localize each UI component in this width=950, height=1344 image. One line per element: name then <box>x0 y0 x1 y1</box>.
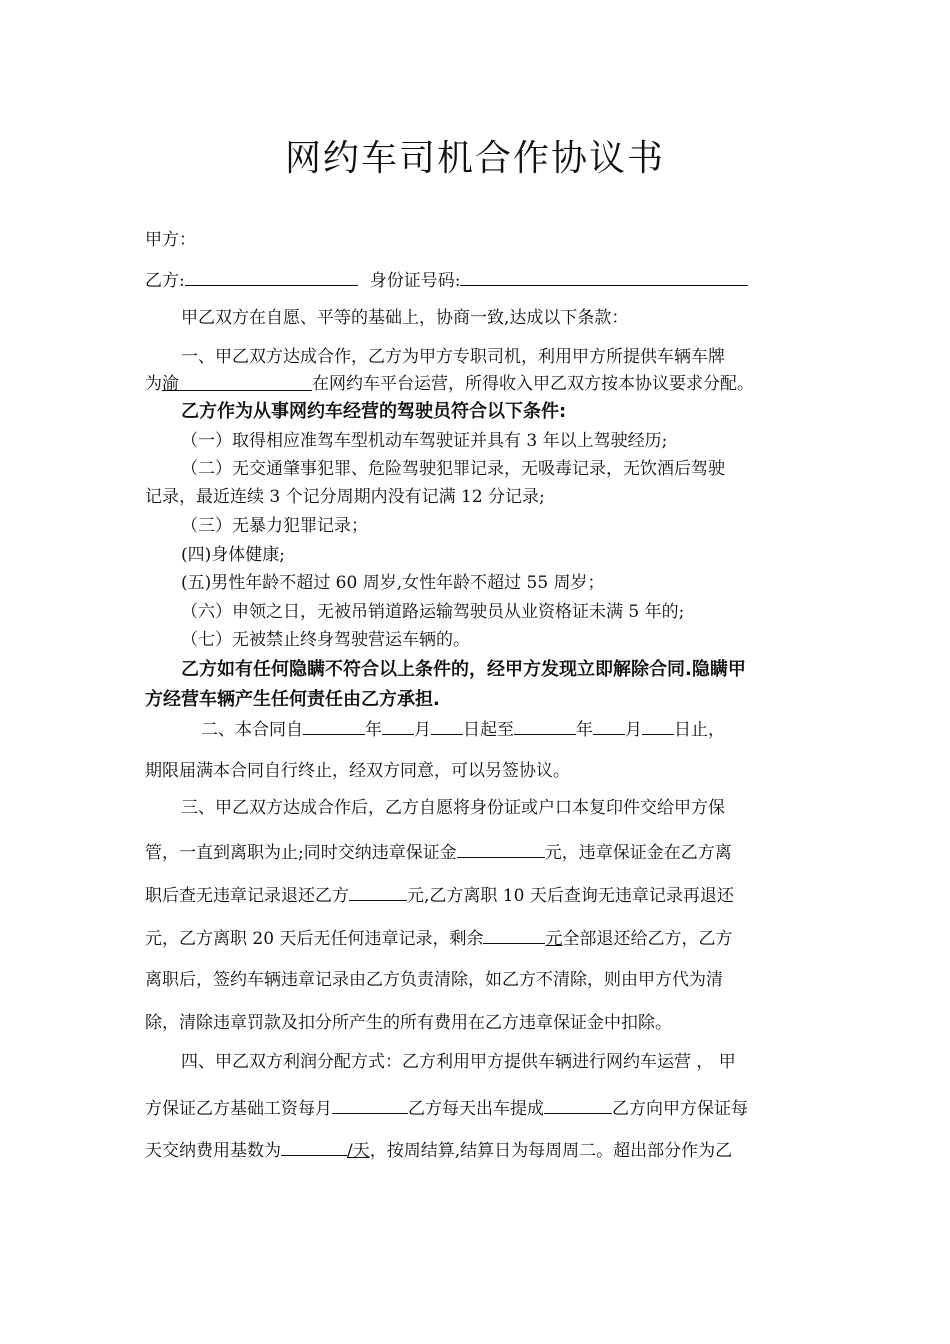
base-salary-blank <box>332 1095 408 1114</box>
section-4-line-3 <box>145 1137 732 1163</box>
warning-line-1: 乙方如有任何隐瞒不符合以上条件的，经甲方发现立即解除合同.隐瞒甲 <box>181 659 746 680</box>
section-2-line-2: 期限届满本合同自行终止，经双方同意，可以另签协议。 <box>145 761 570 781</box>
document-title: 网约车司机合作协议书 <box>284 138 665 179</box>
condition-7: （七）无被禁止终身驾驶营运车辆的。 <box>181 630 470 650</box>
end-year-blank <box>514 716 576 735</box>
commission-label: 乙方每天出车提成 <box>408 1099 544 1119</box>
month-label: 月 <box>414 720 431 740</box>
plate-number-blank <box>162 372 312 394</box>
section-1-prefix: 为 <box>145 374 162 394</box>
end-month-blank <box>593 716 625 735</box>
intro-paragraph: 甲乙双方在自愿、平等的基础上，协商一致,达成以下条款： <box>181 308 629 328</box>
section-2-line-1 <box>201 716 725 742</box>
conditions-heading: 乙方作为从事网约车经营的驾驶员符合以下条件: <box>181 401 567 422</box>
day-to-label: 日止， <box>674 720 725 740</box>
guarantee-label: 乙方向甲方保证每 <box>612 1099 748 1119</box>
party-b-line <box>145 267 748 293</box>
section-4-line-2 <box>145 1095 748 1121</box>
end-day-blank <box>642 716 674 735</box>
start-day-blank <box>431 716 463 735</box>
remainder-amount-blank <box>483 925 545 944</box>
section-3-line-1: 三、甲乙双方达成合作后，乙方自愿将身份证或户口本复印件交给甲方保 <box>181 798 725 818</box>
year-label: 年 <box>576 720 593 740</box>
section-3-line-5: 离职后，签约车辆违章记录由乙方负责清除，如乙方不清除，则由甲方代为清 <box>145 970 723 990</box>
daily-fee-blank <box>281 1137 347 1156</box>
section-1-suffix: 在网约车平台运营，所得收入甲乙双方按本协议要求分配。 <box>312 374 754 394</box>
id-number-label: 身份证号码: <box>369 271 461 291</box>
party-b-name-blank <box>185 267 358 286</box>
condition-2-line-2: 记录，最近连续 3 个记分周期内没有记满 12 分记录; <box>145 487 545 507</box>
month-label: 月 <box>625 720 642 740</box>
warning-line-2: 方经营车辆产生任何责任由乙方承担. <box>145 689 440 710</box>
condition-5: (五)男性年龄不超过 60 周岁,女性年龄不超过 55 周岁； <box>181 573 605 593</box>
remainder-unit: 元 <box>545 929 563 949</box>
section-3-line-3 <box>145 882 734 908</box>
party-a-label: 甲方： <box>145 230 196 250</box>
party-b-label: 乙方: <box>145 271 185 291</box>
refund-label: 职后查无违章记录退还乙方 <box>145 886 349 906</box>
daily-fee-label: 天交纳费用基数为 <box>145 1141 281 1161</box>
daily-fee-unit: /天 <box>347 1141 370 1161</box>
remainder-label: 元，乙方离职 20 天后无任何违章记录，剩余 <box>145 929 484 949</box>
condition-4: (四)身体健康; <box>181 545 285 565</box>
refund-suffix: 元,乙方离职 10 天后查询无违章记录再退还 <box>407 886 734 906</box>
deposit-suffix: 元，违章保证金在乙方离 <box>544 843 732 863</box>
party-a-line <box>145 228 196 252</box>
section-3-line-4 <box>145 925 732 951</box>
start-month-blank <box>382 716 414 735</box>
start-year-blank <box>303 716 365 735</box>
deposit-label: 管，一直到离职为止;同时交纳违章保证金 <box>145 843 457 863</box>
section-3-line-2 <box>145 839 732 865</box>
condition-1: （一）取得相应准驾车型机动车驾驶证并具有 3 年以上驾驶经历; <box>181 431 668 451</box>
base-salary-label: 方保证乙方基础工资每月 <box>145 1099 332 1119</box>
commission-blank <box>544 1095 612 1114</box>
year-label: 年 <box>365 720 382 740</box>
section-1-line-1: 一、甲乙双方达成合作，乙方为甲方专职司机，利用甲方所提供车辆车牌 <box>181 347 725 367</box>
condition-6: （六）申领之日，无被吊销道路运输驾驶员从业资格证未满 5 年的; <box>181 602 685 622</box>
remainder-suffix: 全部退还给乙方，乙方 <box>562 929 733 949</box>
deposit-amount-blank <box>457 839 545 858</box>
section-2-prefix: 二、本合同自 <box>201 720 303 740</box>
condition-3: （三）无暴力犯罪记录； <box>181 516 368 536</box>
id-number-blank <box>460 267 748 286</box>
condition-2-line-1: （二）无交通肇事犯罪、危险驾驶犯罪记录，无吸毒记录，无饮酒后驾驶 <box>181 459 725 479</box>
plate-prefix: 渝 <box>162 374 179 394</box>
section-1-line-2 <box>145 372 754 396</box>
section-4-line-1: 四、甲乙双方利润分配方式：乙方利用甲方提供车辆进行网约车运营 ， 甲 <box>181 1052 736 1072</box>
day-from-label: 日起至 <box>463 720 514 740</box>
settlement-text: ，按周结算,结算日为每周周二。超出部分作为乙 <box>369 1141 733 1161</box>
section-3-line-6: 除，清除违章罚款及扣分所产生的所有费用在乙方违章保证金中扣除。 <box>145 1013 672 1033</box>
refund-amount-blank <box>349 882 407 901</box>
